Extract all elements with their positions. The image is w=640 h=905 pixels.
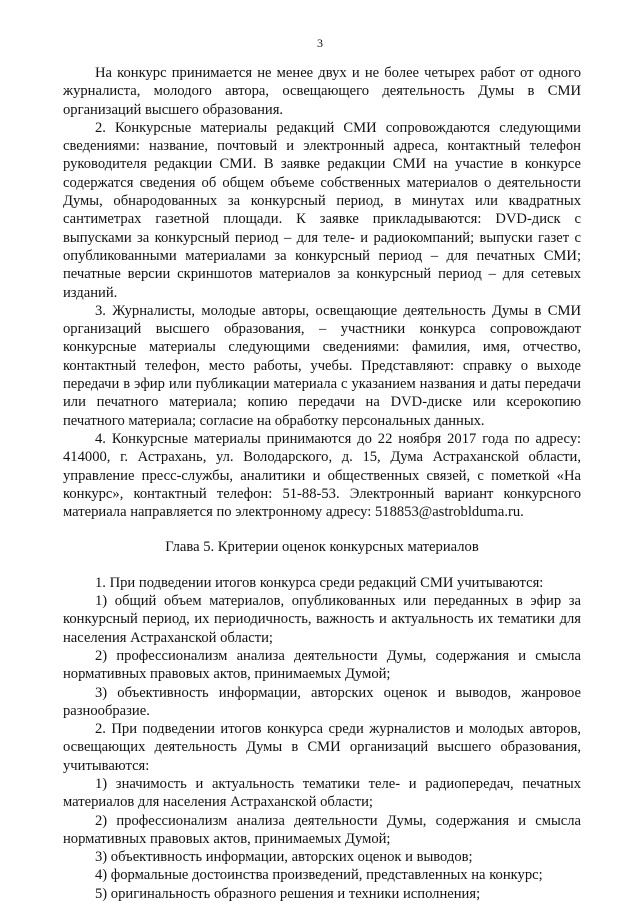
list-item: 1) значимость и актуальность тематики теле- и радиопередач, печатных материалов для населения Астраханской области; (63, 775, 581, 811)
list-item: 1) общий объем материалов, опубликованных или переданных в эфир за конкурсный период, их периодичность, важность и актуальность их тематики для населения Астраханской области; (63, 593, 581, 646)
list-item: 4) формальные достоинства произведений, представленных на конкурс; (95, 867, 543, 884)
list-item: 2) профессионализм анализа деятельности Думы, содержания и смысла нормативных правовых актов, принимаемых Думой; (63, 812, 581, 847)
list-item: 5) оригинальность образного решения и техники исполнения; (95, 885, 481, 902)
paragraph-media-criteria-intro: 1. При подведении итогов конкурса среди редакций СМИ учитываются: (95, 574, 544, 591)
paragraph-media-materials: 2. Конкурсные материалы редакций СМИ сопровождаются следующими сведениями: название, почтовый и электронный адреса, контактный телефон руководителя редакции СМИ. В заявке редакции СМИ на участие в конкурсе содержатся сведения об общем объеме собственных материалов о деятельности Думы, обнародованных за конкурсный период, в минутах или квадратных сантиметрах газетной площади. К заявке прикладываются: DVD-диск с выпусками за конкурсный период – для теле- и радиокомпаний; выпуски газет с опубликованными материалами за конкурсный период – для печатных СМИ; печатные версии скриншотов материалов за конкурсный период – для сетевых изданий. (63, 119, 581, 301)
chapter-title: Глава 5. Критерии оценок конкурсных материалов (165, 539, 479, 556)
paragraph-journalist-criteria-intro: 2. При подведении итогов конкурса среди журналистов и молодых авторов, освещающих деятельность Думы в СМИ организаций высшего образования, учитываются: (63, 721, 581, 774)
list-item: 2) профессионализм анализа деятельности Думы, содержания и смысла нормативных правовых актов, принимаемых Думой; (63, 647, 581, 683)
paragraph-journalist-materials: 3. Журналисты, молодые авторы, освещающие деятельность Думы в СМИ организаций высшего образования, – участники конкурса сопровождают конкурсные материалы следующими сведениями: фамилия, имя, отчество, контактный телефон, место работы, учебы. Представляют: справку о выходе передачи в эфир или публикации материала с указанием названия и даты передачи или печатного материала; копию передачи на DVD-диске или ксерокопию печатного материала; согласие на обработку персональных данных. (63, 302, 581, 429)
list-item: 3) объективность информации, авторских оценок и выводов; (95, 849, 473, 866)
document-body (63, 64, 581, 903)
paragraph-submission-limit: На конкурс принимается не менее двух и не более четырех работ от одного журналиста, молодого автора, освещающего деятельность Думы в СМИ организаций высшего образования. (63, 65, 581, 118)
list-item: 3) объективность информации, авторских оценок и выводов, жанровое разнообразие. (63, 684, 581, 719)
page-number: 3 (317, 36, 323, 50)
paragraph-submission-deadline: 4. Конкурсные материалы принимаются до 22 ноября 2017 года по адресу: 414000, г. Астрахань, ул. Володарского, д. 15, Дума Астраханской области, управление пресс-службы, аналитики и общественных связей, с пометкой «На конкурс», контактный телефон: 51-88-53. Электронный вариант конкурсного материала направляется по электронному адресу: 518853@astrobldumа.ru. (63, 430, 581, 521)
